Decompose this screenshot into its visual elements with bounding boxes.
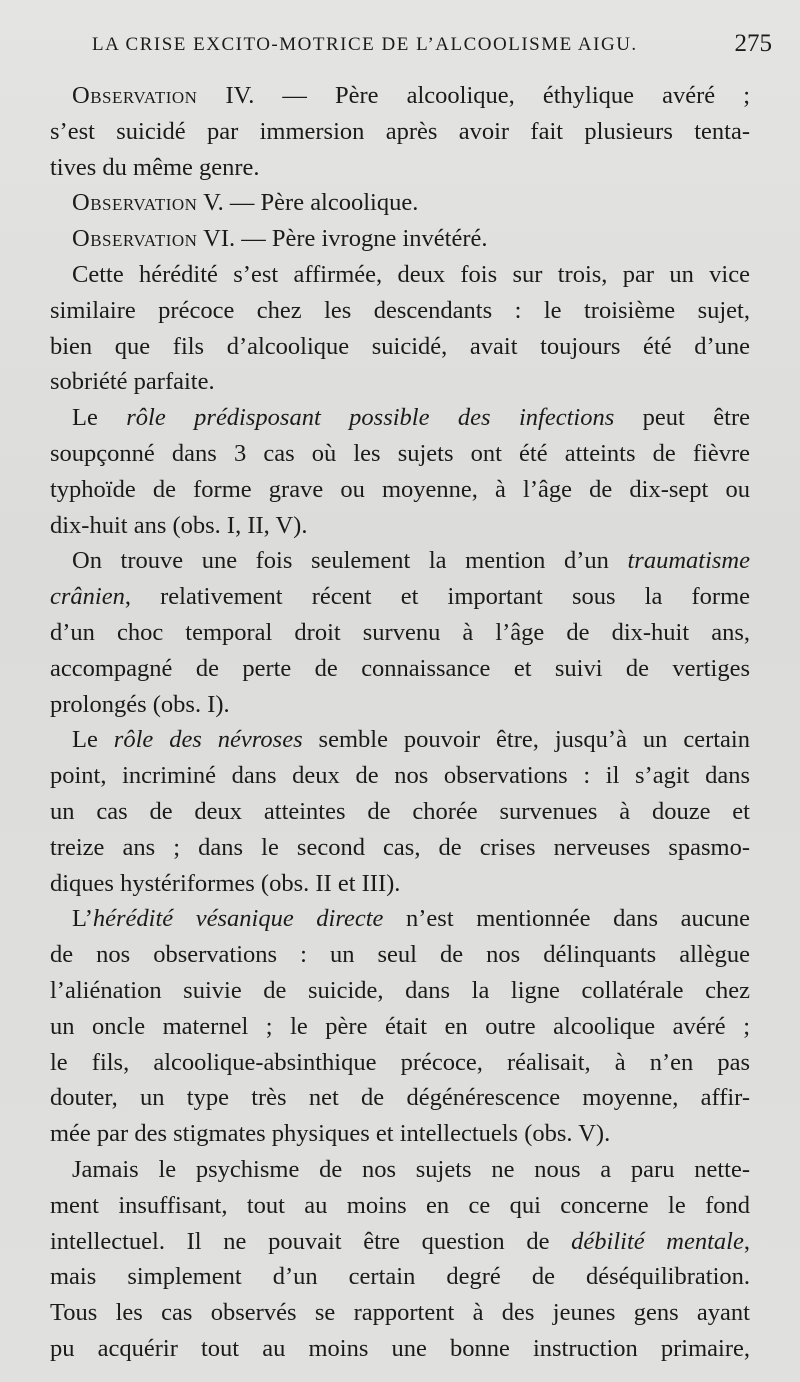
text-line xyxy=(50,1295,750,1331)
text-run: Tous les cas observés se rapportent à des jeunes gens ayant xyxy=(50,1299,750,1327)
italic-text: rôle prédisposant possible des infections xyxy=(126,404,615,432)
text-run: un cas de deux atteintes de chorée survenues à douze et xyxy=(50,797,750,825)
text-run: mais simplement d’un certain degré de déséquilibration. xyxy=(50,1263,750,1291)
italic-text: rôle des névroses xyxy=(113,726,303,754)
text-run: Cette hérédité s’est affirmée, deux fois sur trois, par un vice xyxy=(72,260,750,288)
text-run: Jamais le psychisme de nos sujets ne nous a paru nette- xyxy=(72,1155,750,1183)
text-run: ment insuffisant, tout au moins en ce qui concerne le fond xyxy=(50,1191,750,1219)
text-run: tives du même genre. xyxy=(50,153,260,181)
paragraph xyxy=(50,185,750,221)
text-run: Le xyxy=(72,404,127,432)
text-line xyxy=(50,436,750,472)
text-line xyxy=(50,508,750,544)
text-run: semble pouvoir être, jusqu’à un certain xyxy=(302,726,750,754)
text-run: peut être xyxy=(614,404,750,432)
text-line xyxy=(50,1331,750,1367)
text-line xyxy=(50,185,750,221)
text-line xyxy=(50,579,750,615)
text-run: d’un choc temporal droit survenu à l’âge de dix-huit ans, xyxy=(50,618,750,646)
text-line xyxy=(50,615,750,651)
small-caps-text: Observation xyxy=(72,82,198,109)
text-run: douter, un type très net de dégénérescence moyenne, affir- xyxy=(50,1084,750,1112)
text-line xyxy=(50,937,750,973)
text-line xyxy=(50,1259,750,1295)
text-line xyxy=(50,1045,750,1081)
text-line xyxy=(50,1188,750,1224)
italic-text: débilité mentale xyxy=(571,1227,744,1255)
text-run: un oncle maternel ; le père était en outre alcoolique avéré ; xyxy=(50,1012,750,1040)
text-run: similaire précoce chez les descendants : le troisième sujet, xyxy=(50,296,750,324)
text-run: dix-huit ans (obs. I, II, V). xyxy=(50,511,308,539)
text-run: IV. — Père alcoolique, éthylique avéré ; xyxy=(197,82,750,109)
text-run: mée par des stigmates physiques et intellectuels (obs. V). xyxy=(50,1120,611,1148)
paragraph xyxy=(50,901,750,1152)
text-run: VI. — Père ivrogne invétéré. xyxy=(197,225,488,253)
text-line xyxy=(50,901,750,937)
italic-text: hérédité vésanique directe xyxy=(92,905,384,933)
text-run: L’ xyxy=(72,905,93,933)
running-head-title: LA CRISE EXCITO-MOTRICE DE L’ALCOOLISME AIGU. xyxy=(92,34,638,55)
text-run: de nos observations : un seul de nos délinquants allègue xyxy=(50,941,750,969)
text-run: l’aliénation suivie de suicide, dans la ligne collatérale chez xyxy=(50,976,750,1004)
text-line xyxy=(50,794,750,830)
text-run: , xyxy=(743,1227,750,1255)
text-line xyxy=(50,1152,750,1188)
text-line xyxy=(50,364,750,400)
text-run: bien que fils d’alcoolique suicidé, avait toujours été d’une xyxy=(50,332,750,360)
text-run: pu acquérir tout au moins une bonne instruction primaire, xyxy=(50,1334,750,1362)
italic-text: crânien xyxy=(50,583,125,611)
text-line xyxy=(50,866,750,902)
text-line xyxy=(50,114,750,150)
text-run: On trouve une fois seulement la mention d’un xyxy=(72,547,628,575)
text-run: le fils, alcoolique-absinthique précoce, réalisait, à n’en pas xyxy=(50,1048,750,1076)
paragraph xyxy=(50,543,750,722)
text-line xyxy=(50,329,750,365)
text-run: accompagné de perte de connaissance et suivi de vertiges xyxy=(50,654,750,682)
text-run: prolongés (obs. I). xyxy=(50,690,230,718)
text-run: sobriété parfaite. xyxy=(50,368,215,396)
text-run: diques hystériformes (obs. II et III). xyxy=(50,869,401,897)
page-number: 275 xyxy=(734,30,772,57)
text-run: soupçonné dans 3 cas où les sujets ont été atteints de fièvre xyxy=(50,439,750,467)
text-run: Le xyxy=(72,726,114,754)
paragraph xyxy=(50,78,750,185)
text-line xyxy=(50,758,750,794)
text-line xyxy=(50,78,750,114)
running-head xyxy=(92,30,772,64)
text-run: point, incriminé dans deux de nos observations : il s’agit dans xyxy=(50,762,750,790)
text-line xyxy=(50,221,750,257)
small-caps-text: Observation xyxy=(72,225,198,253)
text-line xyxy=(50,400,750,436)
text-line xyxy=(50,472,750,508)
text-line xyxy=(50,1224,750,1260)
text-run: V. — Père alcoolique. xyxy=(197,189,419,217)
paragraph xyxy=(50,257,750,400)
text-line xyxy=(50,257,750,293)
paragraph xyxy=(50,400,750,543)
italic-text: traumatisme xyxy=(627,547,750,575)
text-line xyxy=(50,543,750,579)
text-line xyxy=(50,293,750,329)
text-line xyxy=(50,150,750,186)
text-line xyxy=(50,722,750,758)
text-line xyxy=(50,973,750,1009)
text-run: , relativement récent et important sous la forme xyxy=(124,583,750,611)
paragraph xyxy=(50,722,750,901)
small-caps-text: Observation xyxy=(72,189,198,217)
text-line xyxy=(50,1009,750,1045)
text-line xyxy=(50,830,750,866)
text-line xyxy=(50,687,750,723)
text-run: typhoïde de forme grave ou moyenne, à l’âge de dix-sept ou xyxy=(50,475,750,503)
text-line xyxy=(50,651,750,687)
body-text xyxy=(50,78,750,1367)
text-run: intellectuel. Il ne pouvait être question de xyxy=(50,1227,572,1255)
text-line xyxy=(50,1116,750,1152)
paragraph xyxy=(50,1152,750,1367)
paragraph xyxy=(50,221,750,257)
text-run: treize ans ; dans le second cas, de crises nerveuses spasmo- xyxy=(50,833,750,861)
text-line xyxy=(50,1080,750,1116)
text-run: n’est mentionnée dans aucune xyxy=(383,905,750,933)
text-run: s’est suicidé par immersion après avoir fait plusieurs tenta- xyxy=(50,117,750,145)
